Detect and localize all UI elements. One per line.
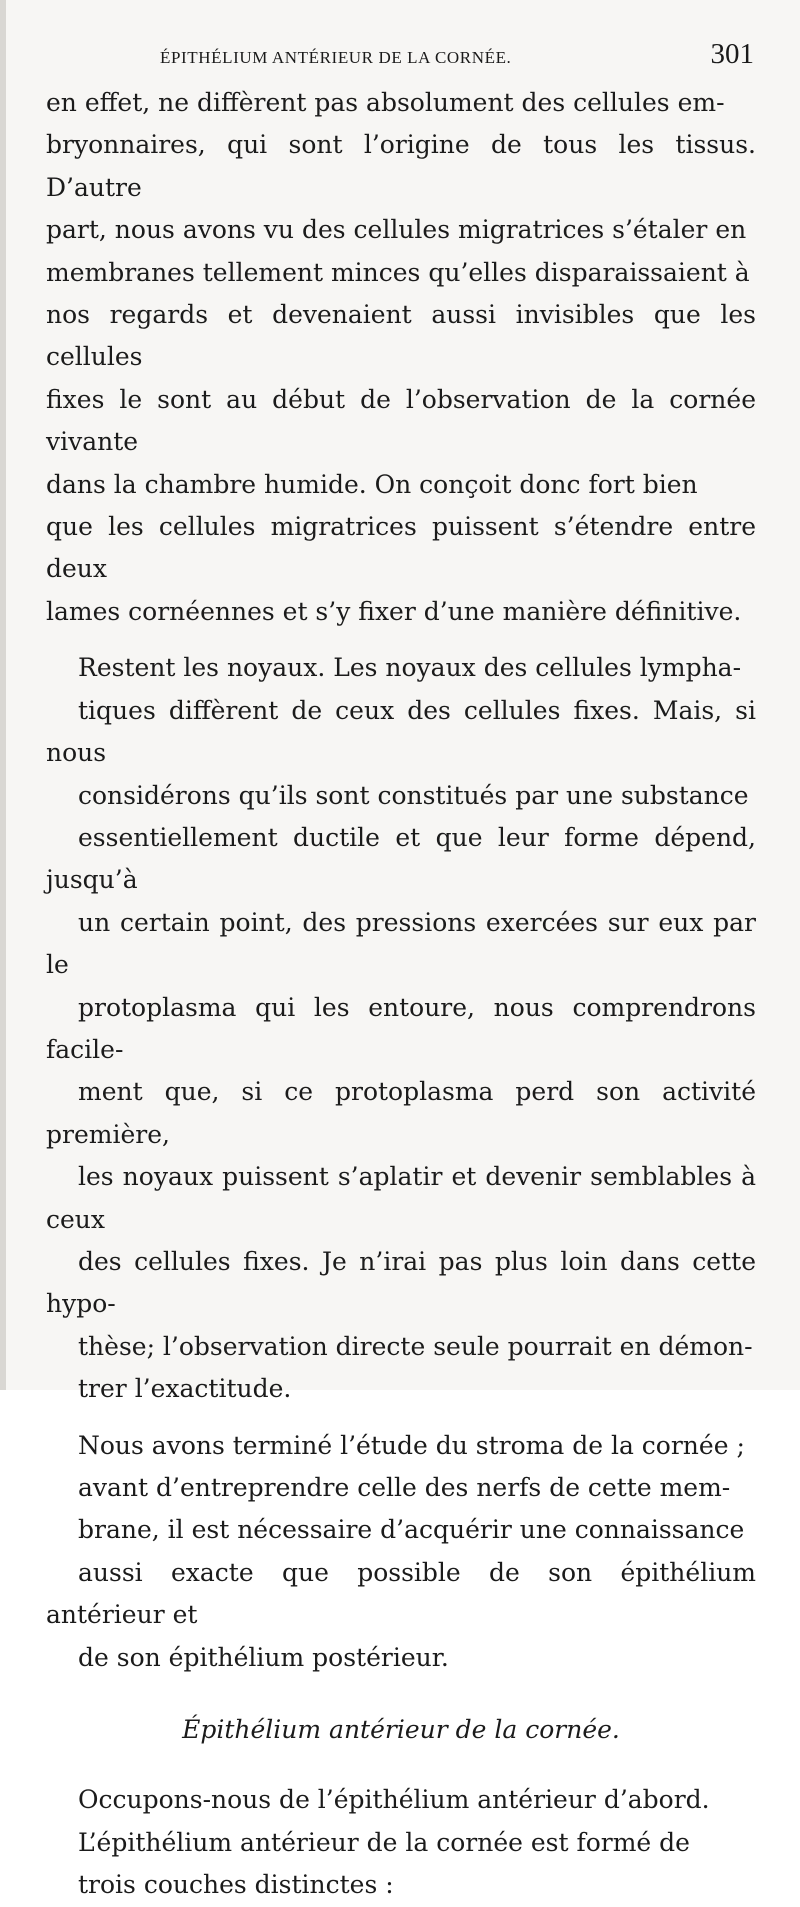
text-line: Nous avons terminé l’étude du stroma de la cornée ;: [78, 1430, 745, 1460]
section-heading: Épithélium antérieur de la cornée.: [182, 1715, 620, 1745]
text-line: aussi exacte que possible de son épithélium antérieur et: [46, 1557, 756, 1630]
text-line: nos regards et devenaient aussi invisibles que les cellules: [46, 300, 756, 372]
paragraph-2: [46, 647, 756, 1410]
text-line: un certain point, des pressions exercées sur eux par le: [46, 907, 756, 980]
text-line: trois couches distinctes :: [78, 1870, 394, 1900]
page-header: [160, 40, 760, 76]
running-head: ÉPITHÉLIUM ANTÉRIEUR DE LA CORNÉE.: [160, 48, 512, 67]
body-text: [46, 82, 756, 1907]
paragraph-1: [46, 82, 756, 633]
text-line: fixes le sont au début de l’observation de la cornée vivante: [46, 384, 756, 457]
text-line: les noyaux puissent s’aplatir et devenir semblables à ceux: [46, 1162, 756, 1234]
paragraph-4: [46, 1779, 756, 1821]
text-line: part, nous avons vu des cellules migratrices s’étaler en: [46, 215, 747, 245]
text-line: Restent les noyaux. Les noyaux des cellules lympha-: [78, 653, 742, 683]
text-line: de son épithélium postérieur.: [78, 1642, 449, 1672]
paragraph-3: [46, 1425, 756, 1679]
text-line: membranes tellement minces qu’elles disparaissaient à: [46, 257, 750, 287]
text-line: ment que, si ce protoplasma perd son activité première,: [46, 1077, 756, 1149]
text-line: dans la chambre humide. On conçoit donc fort bien: [46, 469, 698, 499]
text-line: essentiellement ductile et que leur forme dépend, jusqu’à: [46, 822, 756, 895]
paragraph-5: [46, 1822, 756, 1907]
text-line: thèse; l’observation directe seule pourrait en démon-: [78, 1331, 753, 1361]
text-line: protoplasma qui les entoure, nous comprendrons facile-: [46, 992, 756, 1064]
text-line: L’épithélium antérieur de la cornée est formé de: [78, 1827, 690, 1857]
text-line: tiques diffèrent de ceux des cellules fixes. Mais, si nous: [46, 695, 756, 768]
text-line: en effet, ne diffèrent pas absolument des cellules em-: [46, 88, 725, 117]
text-line: brane, il est nécessaire d’acquérir une connaissance: [78, 1515, 745, 1545]
text-line: Occupons-nous de l’épithélium antérieur d’abord.: [78, 1785, 710, 1815]
text-line: bryonnaires, qui sont l’origine de tous les tissus. D’autre: [46, 130, 756, 202]
text-line: lames cornéennes et s’y fixer d’une manière définitive.: [46, 596, 742, 626]
page-number: 301: [710, 38, 754, 70]
text-line: avant d’entreprendre celle des nerfs de cette mem-: [78, 1473, 731, 1502]
text-line: des cellules fixes. Je n’irai pas plus loin dans cette hypo-: [46, 1246, 756, 1319]
text-line: que les cellules migratrices puissent s’étendre entre deux: [46, 512, 756, 584]
text-line: considérons qu’ils sont constitués par une substance: [78, 780, 749, 810]
text-line: trer l’exactitude.: [78, 1374, 292, 1404]
